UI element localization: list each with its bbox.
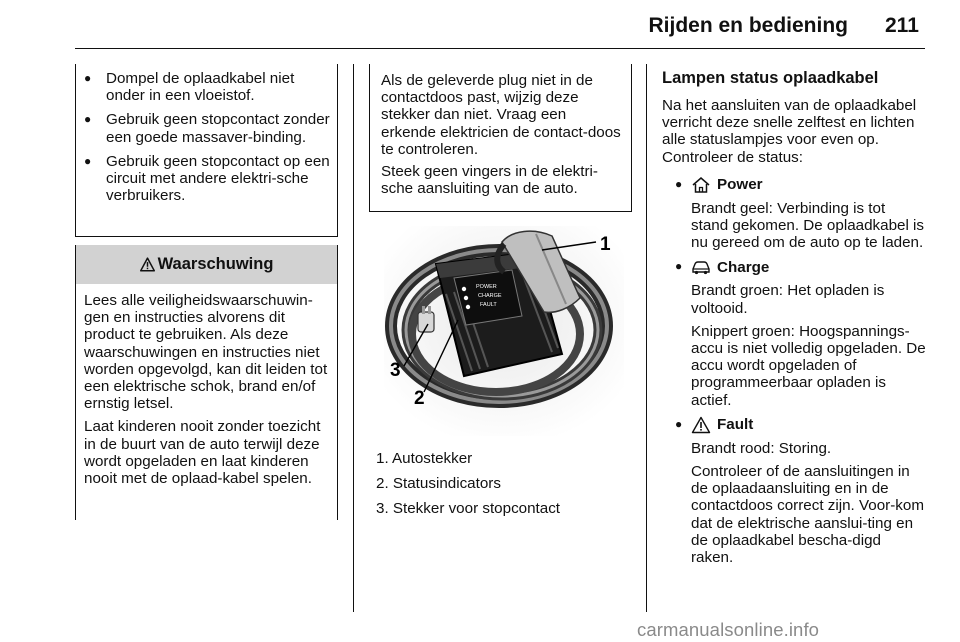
running-header-title: Rijden en bediening xyxy=(648,14,848,37)
watermark: carmanualsonline.info xyxy=(637,619,820,640)
status-name: ● Power xyxy=(717,176,763,194)
status-item-charge xyxy=(662,258,926,408)
legend-item: 2. Statusindicators xyxy=(376,475,501,493)
power-led-icon xyxy=(462,287,466,291)
list-item: ● Gebruik geen stopcontact op een circuit met andere elektri-sche verbruikers. xyxy=(84,153,336,205)
status-description: Brandt groen: Het opladen is voltooid. xyxy=(691,282,885,317)
column-3 xyxy=(662,69,926,573)
notice-paragraph: Steek geen vingers in de elektri-sche aansluiting van de auto. xyxy=(381,163,598,198)
charging-cable-figure xyxy=(384,226,624,436)
warning-body xyxy=(84,292,336,493)
warning-box-left-border xyxy=(75,245,76,520)
section-heading: Lampen status oplaadkabel xyxy=(662,69,879,87)
callout-1: 1 xyxy=(600,234,611,255)
warning-left-border xyxy=(75,64,76,236)
legend-item: 1. Autostekker xyxy=(376,450,473,467)
panel-label-charge: CHARGE xyxy=(478,293,502,299)
warning-triangle-icon xyxy=(691,416,711,434)
check-paragraph: Controleer de status: xyxy=(662,148,803,166)
figure-legend xyxy=(376,450,560,526)
warning-header xyxy=(75,245,338,284)
bullet-list xyxy=(84,70,336,204)
charge-led-icon xyxy=(464,296,468,300)
warning-triangle-icon xyxy=(140,257,155,272)
list-item: ● Gebruik geen stopcontact zonder een goede massaver-binding. xyxy=(84,111,336,145)
car-icon xyxy=(691,258,711,276)
notice-paragraph: Als de geleverde plug niet in de contactdoos past, wijzig deze stekker dan niet. Vraag een erkende elektricien de contact-doos te controleren. xyxy=(381,72,621,158)
warning-paragraph: Lees alle veiligheidswaarschuwin-gen en instructies alvorens dit product te gebruiken. Als deze waarschuwingen en instructies niet worden opgevolgd, kan dit leiden tot een elektrische schok, brand en/of ernstig letsel. xyxy=(84,292,328,413)
page-number: 211 xyxy=(885,14,919,37)
notice-box xyxy=(369,64,632,212)
status-name: ● Fault xyxy=(717,416,754,434)
warning-title: Waarschuwing xyxy=(157,255,274,273)
status-item-fault xyxy=(662,416,926,566)
fault-led-icon xyxy=(466,305,470,309)
status-item-power xyxy=(662,176,926,252)
status-description: Brandt geel: Verbinding is tot stand gekomen. De oplaadkabel is nu gereed om de auto op te laden. xyxy=(691,199,925,252)
column-separator-left xyxy=(353,64,354,612)
legend-item: 3. Stekker voor stopcontact xyxy=(376,500,561,518)
home-icon xyxy=(691,176,711,194)
status-name: ● Charge xyxy=(717,258,770,276)
panel-label-fault: FAULT xyxy=(480,302,497,308)
list-item: ● Dompel de oplaadkabel niet onder in een vloeistof. xyxy=(84,70,336,104)
intro-paragraph: Na het aansluiten van de oplaadkabel verricht deze snelle zelftest en lichten alle statuslampjes voor even op. xyxy=(662,97,917,149)
wall-plug-icon xyxy=(418,312,434,332)
status-description: Knippert groen: Hoogspannings-accu is niet volledig opgeladen. De accu wordt opgeladen of programmeerbaar opladen is actief. xyxy=(691,322,926,409)
column-1 xyxy=(84,70,336,211)
panel-label-power: POWER xyxy=(476,284,497,290)
column-separator-right xyxy=(646,64,647,612)
warning-right-border xyxy=(337,64,338,236)
warning-top-rule xyxy=(75,236,338,237)
header-rule xyxy=(75,48,925,49)
status-description: Controleer of de aansluitingen in de oplaadaansluiting en in de contactdoos correct zijn. Voor-kom dat de elektrische aanslui-ting en de oplaadkabel bescha-digd raken. xyxy=(691,463,924,567)
warning-paragraph: Laat kinderen nooit zonder toezicht in de buurt van de auto terwijl deze wordt opgeladen en laat kinderen nooit met de oplaad-kabel spelen. xyxy=(84,418,321,488)
warning-box-right-border xyxy=(337,245,338,520)
callout-3: 3 xyxy=(390,360,401,381)
status-description: Brandt rood: Storing. xyxy=(691,439,832,457)
callout-2: 2 xyxy=(414,388,425,409)
